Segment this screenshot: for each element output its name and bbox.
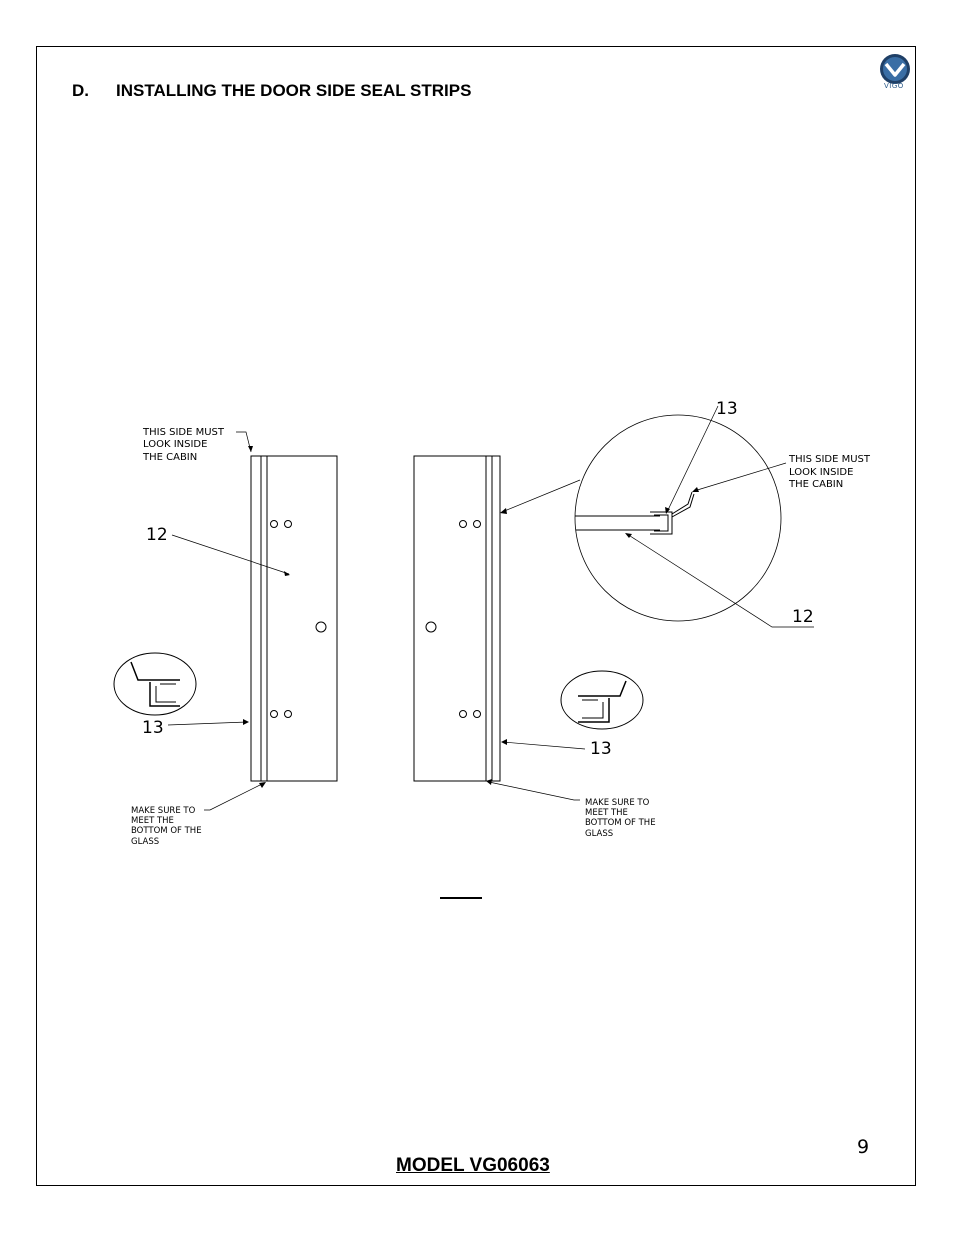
left-note-top-line1: THIS SIDE MUST (143, 427, 225, 438)
left-note-bottom-line1: MAKE SURE TO (131, 806, 196, 816)
left-profile-detail (114, 653, 196, 715)
page-number: 9 (857, 1136, 870, 1158)
section-title: INSTALLING THE DOOR SIDE SEAL STRIPS (116, 81, 472, 100)
detail-note-line1: THIS SIDE MUST (789, 454, 871, 465)
left-note-bottom-line3: BOTTOM OF THE (131, 826, 202, 836)
detail-note-line3: THE CABIN (789, 479, 844, 490)
right-glass-panel (414, 456, 500, 781)
detail-label-12: 12 (792, 607, 814, 627)
left-note-bottom-line4: GLASS (131, 837, 160, 847)
left-note-top-line2: LOOK INSIDE (143, 439, 208, 450)
model-number: MODEL VG06063 (396, 1155, 550, 1176)
section-letter: D. (72, 81, 89, 100)
left-glass-panel (251, 456, 337, 781)
left-label-13: 13 (142, 718, 164, 738)
left-note-top (142, 427, 225, 463)
right-note-bottom-line4: GLASS (585, 829, 614, 839)
right-note-bottom-line1: MAKE SURE TO (585, 798, 650, 808)
left-label-12: 12 (146, 525, 168, 545)
right-note-bottom-line3: BOTTOM OF THE (585, 818, 656, 828)
left-note-top-line3: THE CABIN (143, 452, 198, 463)
logo-text: VIGO (884, 82, 904, 90)
right-label-13: 13 (590, 739, 612, 759)
right-profile-detail (561, 671, 643, 729)
detail-label-13: 13 (716, 399, 738, 419)
detail-note (788, 454, 871, 490)
right-note-bottom (585, 798, 656, 839)
left-note-bottom (131, 806, 202, 847)
right-note-bottom-line2: MEET THE (585, 808, 628, 818)
detail-note-line2: LOOK INSIDE (789, 467, 854, 478)
detail-circle (560, 415, 781, 621)
left-note-bottom-line2: MEET THE (131, 816, 174, 826)
